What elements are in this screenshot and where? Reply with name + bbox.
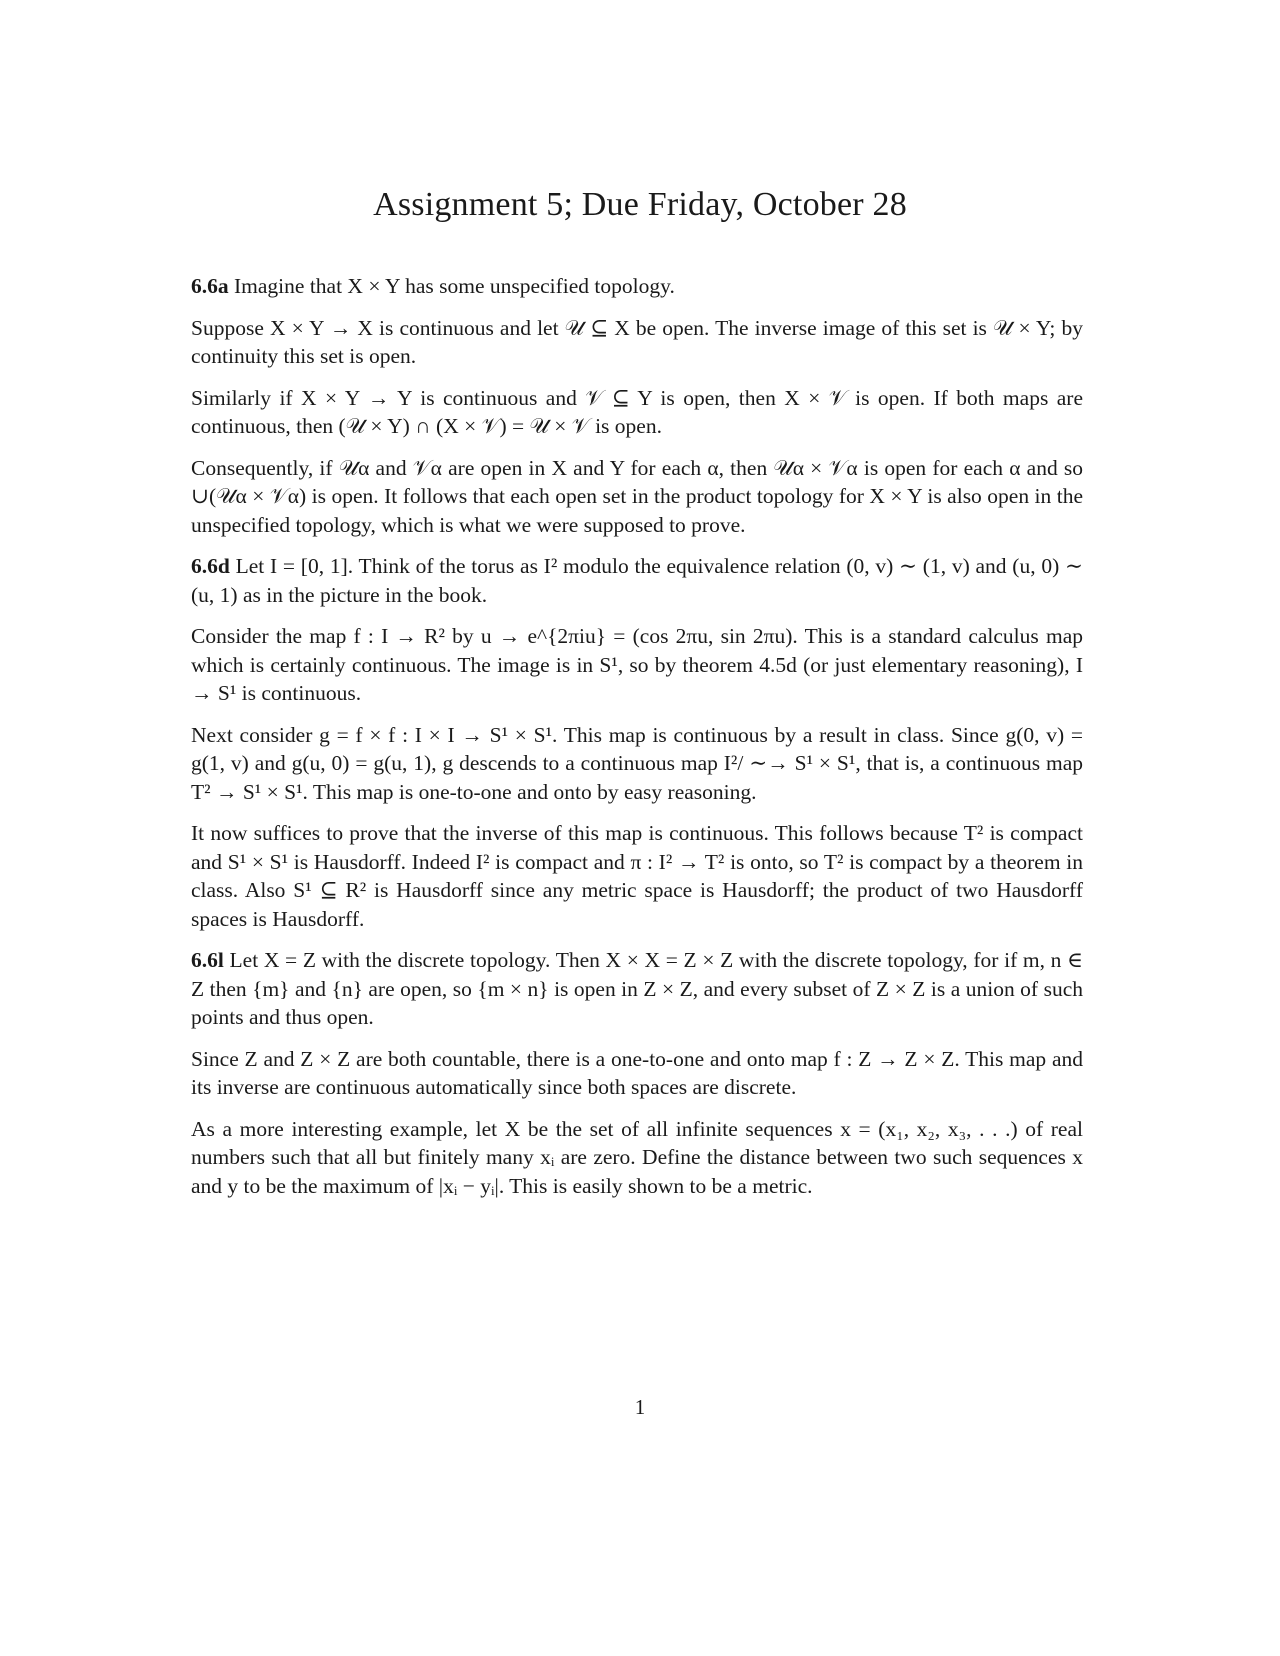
page-number: 1 bbox=[634, 1395, 646, 1419]
paragraph bbox=[191, 946, 1083, 1032]
paragraph: Consider the map f : I → R² by u → e^{2πiu} = (cos 2πu, sin 2πu). This is a standard calculus map which is certainly continuous. The image is in S¹, so by theorem 4.5d (or just elementary reasoning), I → S¹ is continuous. bbox=[191, 624, 1083, 705]
paragraph-text: Let I = [0, 1]. Think of the torus as I² modulo the equivalence relation (0, v) ∼ (1, v) and (u, 0) ∼ (u, 1) as in the picture in the book. bbox=[191, 554, 1084, 607]
paragraph: As a more interesting example, let X be the set of all infinite sequences x = (x₁, x₂, x₃, . . .) of real numbers such that all but finitely many xᵢ are zero. Define the distance between two such sequences x and y to be the maximum of |xᵢ − yᵢ|. This is easily shown to be a metric. bbox=[191, 1116, 1083, 1198]
paragraph: Consequently, if 𝒰α and 𝒱α are open in X and Y for each α, then 𝒰α × 𝒱α is open for each α and so ∪(𝒰α × 𝒱α) is open. It follows that each open set in the product topology for X × Y is also open in the unspecified topology, which is what we were supposed to prove. bbox=[191, 455, 1083, 537]
problem-label: 6.6d bbox=[191, 554, 230, 578]
paragraph bbox=[191, 552, 1083, 609]
paragraph: Suppose X × Y → X is continuous and let 𝒰 ⊆ X be open. The inverse image of this set is 𝒰 × Y; by continuity this set is open. bbox=[191, 315, 1083, 368]
page-title: Assignment 5; Due Friday, October 28 bbox=[373, 186, 907, 223]
paragraph bbox=[191, 272, 1083, 301]
problem-label: 6.6a bbox=[191, 274, 229, 298]
paragraph: Next consider g = f × f : I × I → S¹ × S¹. This map is continuous by a result in class. Since g(0, v) = g(1, v) and g(u, 0) = g(u, 1), g descends to a continuous map I²/ ∼→ S¹ × S¹, that is, a continuous map T² → S¹ × S¹. This map is one-to-one and onto by easy reasoning. bbox=[191, 722, 1083, 804]
paragraph: Similarly if X × Y → Y is continuous and 𝒱 ⊆ Y is open, then X × 𝒱 is open. If both maps are continuous, then (𝒰 × Y) ∩ (X × 𝒱) = 𝒰 × 𝒱 is open. bbox=[191, 385, 1083, 438]
problem-label: 6.6l bbox=[191, 948, 224, 972]
document-body bbox=[191, 272, 1083, 1213]
paragraph-text: Let X = Z with the discrete topology. Then X × X = Z × Z with the discrete topology, for if m, n ∈ Z then {m} and {n} are open, so {m × n} is open in Z × Z, and every subset of Z × Z is a union of such points and thus open. bbox=[191, 948, 1083, 1029]
paragraph: It now suffices to prove that the inverse of this map is continuous. This follows because T² is compact and S¹ × S¹ is Hausdorff. Indeed I² is compact and π : I² → T² is onto, so T² is compact by a theorem in class. Also S¹ ⊆ R² is Hausdorff since any metric space is Hausdorff; the product of two Hausdorff spaces is Hausdorff. bbox=[191, 821, 1083, 931]
paragraph: Since Z and Z × Z are both countable, there is a one-to-one and onto map f : Z → Z × Z. This map and its inverse are continuous automatically since both spaces are discrete. bbox=[191, 1046, 1083, 1099]
paragraph-text: Imagine that X × Y has some unspecified topology. bbox=[234, 274, 675, 298]
